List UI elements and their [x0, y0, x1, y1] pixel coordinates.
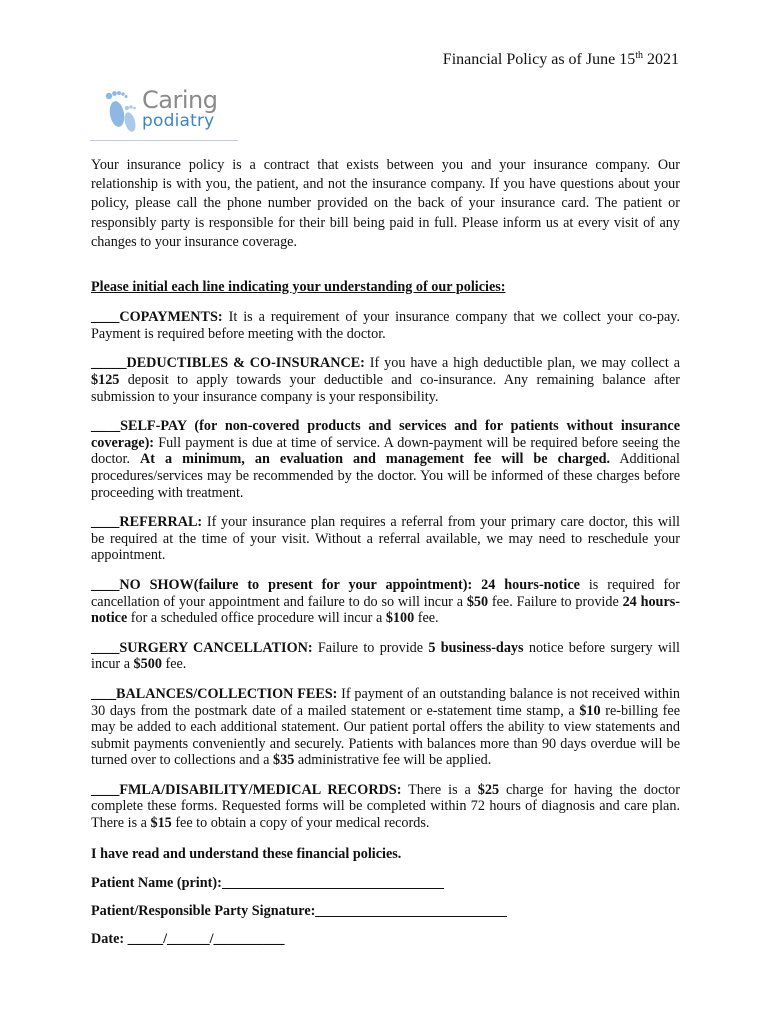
policy-title: REFERRAL: — [119, 514, 203, 531]
policy-self-pay: __ _SELF-PAY (for non-covered products and services and for patients without insurance coverage): Full payment is due at time of service. A down-payment will be required before seeing the doctor. At a minimum, an evaluation and management fee will be charged. Additional procedures/services may be recommended by the doctor. You will be informed of these charges before proceeding with treatment. — [91, 418, 680, 501]
policy-title: FMLA/DISABILITY/MEDICAL RECORDS: — [119, 781, 402, 798]
initial-blank[interactable]: ____ — [91, 514, 120, 531]
patient-name-field[interactable] — [222, 874, 444, 889]
policy-balances-collection: __ _BALANCES/COLLECTION FEES: If payment of an outstanding balance is not received within 30 days from the postmark date of a mailed statement or e-statement time stamp, a $10 re-billing fee may be added to each additional statement. Our patient portal offers the ability to view statements and submit payments conveniently and securely. Patients with balances more than 90 days overdue will be turned over to collections and a $35 administrative fee will be applied. — [91, 685, 680, 769]
policy-title: NO SHOW(failure to present for your appointment): 24 hours-notice — [119, 576, 580, 593]
signature-row — [91, 902, 680, 921]
document-title: Financial Policy as of June 15th 2021 — [442, 50, 679, 68]
policy-no-show: ____NO SHOW(failure to present for your appointment): 24 hours-notice is required for cancellation of your appointment and failure to do so will incur a $50 fee. Failure to provide 24 hours-notice for a scheduled office procedure will incur a $100 fee. — [91, 576, 680, 627]
footprints-icon — [100, 86, 140, 136]
caring-podiatry-logo — [90, 82, 238, 141]
policy-surgery-cancellation: ____SURGERY CANCELLATION: Failure to provide 5 business-days notice before surgery will incur a $500 fee. — [91, 639, 680, 673]
policy-title: BALANCES/COLLECTION FEES: — [116, 685, 338, 702]
date-field[interactable]: Date: _____/______/__________ — [91, 930, 285, 947]
initial-blank[interactable]: __ _ — [91, 685, 117, 702]
logo-text-podiatry: podiatry — [142, 111, 215, 131]
policy-title: SURGERY CANCELLATION: — [119, 639, 313, 656]
date-row — [91, 930, 680, 949]
policy-fmla-records: ____FMLA/DISABILITY/MEDICAL RECORDS: There is a $25 charge for having the doctor complete these forms. Requested forms will be completed within 72 hours of diagnosis and care plan. There is a $15 fee to obtain a copy of your medical records. — [91, 781, 680, 832]
acknowledgement-statement: I have read and understand these financial policies. — [91, 845, 402, 862]
initial-blank[interactable]: __ _ — [91, 418, 121, 435]
signature-field[interactable] — [315, 902, 507, 917]
policy-referral: ____REFERRAL: If your insurance plan requires a referral from your primary care doctor, this will be required at the time of your visit. Without a referral available, we may need to reschedule your appointment. — [91, 514, 680, 564]
policy-title: COPAYMENTS: — [119, 309, 223, 326]
initial-blank[interactable]: _____ — [91, 355, 127, 372]
patient-name-row — [91, 874, 680, 893]
initial-blank[interactable]: ____ — [91, 576, 120, 593]
policy-title: SELF-PAY (for non-covered products and services and for patients without insurance coverage): — [91, 418, 680, 451]
signature-label: Patient/Responsible Party Signature: — [91, 902, 316, 919]
initial-blank[interactable]: ____ — [91, 309, 120, 326]
initial-blank[interactable]: ____ — [91, 781, 120, 798]
policy-copayments: ____COPAYMENTS: It is a requirement of your insurance company that we collect your co-pay. Payment is required before meeting with the doctor. — [91, 309, 680, 342]
intro-paragraph: Your insurance policy is a contract that exists between you and your insurance company. Our relationship is with you, the patient, and not the insurance company. If you have questions about your policy, please call the phone number provided on the back of your insurance card. The patient or responsibly party is responsible for their bill being paid in full. Please inform us at every visit of any changes to your insurance coverage. — [91, 157, 680, 250]
policy-content — [91, 156, 680, 958]
patient-name-label: Patient Name (print): — [91, 874, 222, 891]
initial-blank[interactable]: ____ — [91, 639, 120, 656]
policies-heading: Please initial each line indicating your understanding of our policies: — [91, 279, 506, 296]
policy-deductibles: _____DEDUCTIBLES & CO-INSURANCE: If you have a high deductible plan, we may collect a $125 deposit to apply towards your deductible and co-insurance. Any remaining balance after submission to your insurance company is your responsibility. — [91, 355, 680, 405]
logo-text-caring: Caring — [142, 86, 218, 114]
policy-title: DEDUCTIBLES & CO-INSURANCE: — [126, 355, 365, 372]
